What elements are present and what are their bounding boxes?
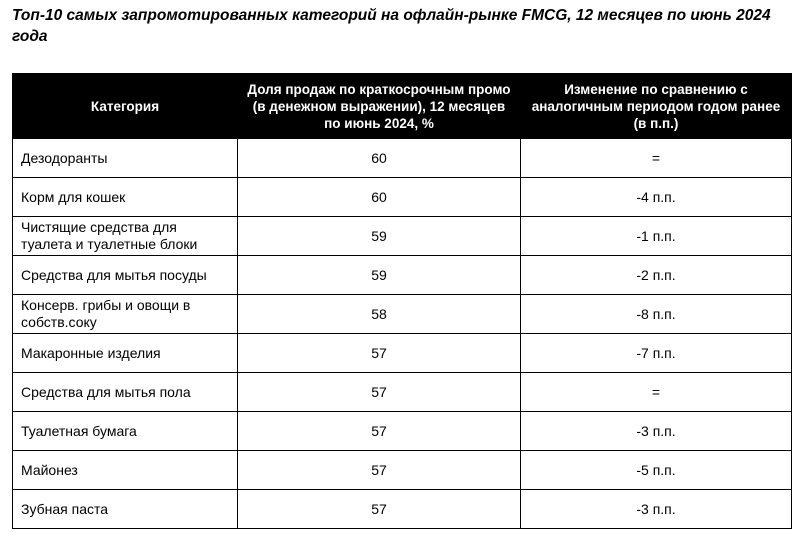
- share-cell: 57: [238, 451, 521, 490]
- category-cell: Корм для кошек: [13, 178, 238, 217]
- category-cell: Туалетная бумага: [13, 412, 238, 451]
- table-row: [13, 373, 792, 412]
- change-cell: -8 п.п.: [521, 295, 792, 334]
- share-cell: 57: [238, 373, 521, 412]
- table-row: [13, 412, 792, 451]
- share-cell: 57: [238, 490, 521, 529]
- change-cell: -7 п.п.: [521, 334, 792, 373]
- share-cell: 59: [238, 217, 521, 256]
- table-row: [13, 451, 792, 490]
- table-row: [13, 295, 792, 334]
- change-cell: =: [521, 139, 792, 178]
- share-cell: 60: [238, 139, 521, 178]
- table-row: [13, 139, 792, 178]
- page-title: Топ-10 самых запромотированных категорий на офлайн-рынке FMCG, 12 месяцев по июнь 2024 года: [12, 7, 771, 45]
- category-cell: Средства для мытья посуды: [13, 256, 238, 295]
- category-cell: Макаронные изделия: [13, 334, 238, 373]
- share-cell: 59: [238, 256, 521, 295]
- share-cell: 57: [238, 334, 521, 373]
- share-cell: 58: [238, 295, 521, 334]
- change-cell: -3 п.п.: [521, 490, 792, 529]
- change-cell: =: [521, 373, 792, 412]
- column-header-change: Изменение по сравнению с аналогичным периодом годом ранее (в п.п.): [521, 74, 792, 139]
- category-cell: Средства для мытья пола: [13, 373, 238, 412]
- column-header-category: Категория: [13, 74, 238, 139]
- category-cell: Чистящие средства для туалета и туалетные блоки: [13, 217, 238, 256]
- table-row: [13, 256, 792, 295]
- share-cell: 60: [238, 178, 521, 217]
- category-cell: Консерв. грибы и овощи в собств.соку: [13, 295, 238, 334]
- category-cell: Дезодоранты: [13, 139, 238, 178]
- table-row: [13, 217, 792, 256]
- category-cell: Майонез: [13, 451, 238, 490]
- change-cell: -2 п.п.: [521, 256, 792, 295]
- table-header-row: [13, 74, 792, 139]
- change-cell: -3 п.п.: [521, 412, 792, 451]
- table-row: [13, 334, 792, 373]
- share-cell: 57: [238, 412, 521, 451]
- category-cell: Зубная паста: [13, 490, 238, 529]
- column-header-promo-share: Доля продаж по краткосрочным промо (в денежном выражении), 12 месяцев по июнь 2024, %: [238, 74, 521, 139]
- change-cell: -4 п.п.: [521, 178, 792, 217]
- change-cell: -5 п.п.: [521, 451, 792, 490]
- change-cell: -1 п.п.: [521, 217, 792, 256]
- promo-categories-table: [12, 73, 792, 529]
- table-row: [13, 178, 792, 217]
- table-row: [13, 490, 792, 529]
